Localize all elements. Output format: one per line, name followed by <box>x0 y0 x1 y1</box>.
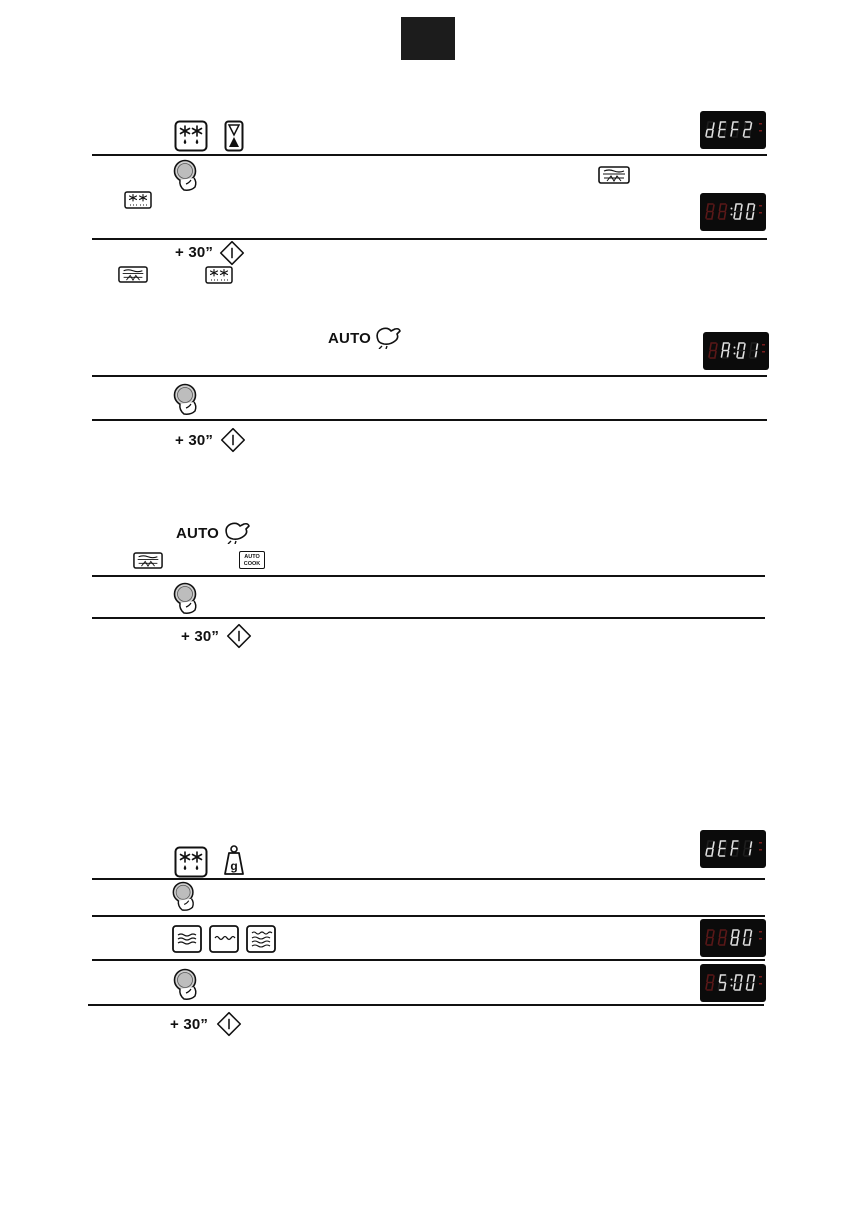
lcd-segment <box>750 939 751 945</box>
lcd-segment <box>707 123 708 129</box>
lcd-segment <box>712 131 713 137</box>
lcd-segment <box>720 205 721 211</box>
lcd-digits <box>703 332 769 370</box>
lcd-segment <box>744 344 745 350</box>
chicken-icon <box>222 520 252 544</box>
lcd-segment <box>726 123 727 129</box>
lcd-segment <box>706 131 707 137</box>
autocook-line1: AUTO <box>244 554 260 560</box>
lcd-segment <box>754 205 755 211</box>
lcd-segment <box>709 352 710 358</box>
lcd-segment <box>750 131 751 137</box>
lcd-segment <box>716 344 717 350</box>
lcd-segment <box>713 123 714 129</box>
lcd-segment <box>756 352 757 358</box>
lcd-segment <box>707 842 708 848</box>
plus30-label: + 30” <box>175 244 214 261</box>
lcd-indicator <box>759 938 762 940</box>
lcd-segment <box>731 131 732 137</box>
lcd-digits <box>700 964 766 1002</box>
lcd-segment <box>735 976 736 982</box>
lcd-segment <box>750 352 751 358</box>
start-diamond-icon <box>220 427 246 453</box>
lcd-segment <box>706 213 707 219</box>
divider <box>92 419 767 421</box>
lcd-segment <box>719 984 720 990</box>
lcd-segment <box>751 123 752 129</box>
lcd-segment <box>751 931 752 937</box>
lcd-digits <box>700 193 766 231</box>
lcd-colon-dot <box>731 208 733 210</box>
lcd-segment <box>725 850 726 856</box>
lcd-segment <box>720 123 721 129</box>
lcd-segment <box>719 939 720 945</box>
display-power-level <box>700 919 766 957</box>
lcd-indicator <box>759 212 762 214</box>
combi-icon <box>124 191 152 209</box>
lcd-segment <box>753 213 754 219</box>
lcd-segment <box>719 850 720 856</box>
knob-hand-icon <box>171 880 199 912</box>
auto-label: AUTO <box>176 525 220 542</box>
display-defrost-mode <box>700 111 766 149</box>
lcd-segment <box>757 344 758 350</box>
grill-wave-icon <box>209 925 239 953</box>
lcd-segment <box>737 352 738 358</box>
weight-g-icon <box>222 844 246 876</box>
display-defrost-weight <box>700 830 766 868</box>
lcd-segment <box>720 976 721 982</box>
lcd-segment <box>738 123 739 129</box>
lcd-indicator <box>762 344 765 346</box>
hourglass-icon <box>224 120 244 152</box>
divider <box>92 915 765 917</box>
plus30-label: + 30” <box>175 432 214 449</box>
divider <box>92 959 765 961</box>
lcd-segment <box>726 976 727 982</box>
lcd-segment <box>747 984 748 990</box>
lcd-segment <box>706 850 707 856</box>
lcd-segment <box>745 842 746 848</box>
lcd-indicator <box>759 205 762 207</box>
lcd-segment <box>722 352 723 358</box>
lcd-segment <box>712 850 713 856</box>
lcd-segment <box>710 344 711 350</box>
grill-icon <box>598 166 630 184</box>
auto-label: AUTO <box>328 330 372 347</box>
lcd-digits <box>700 111 766 149</box>
lcd-segment <box>706 939 707 945</box>
lcd-segment <box>734 984 735 990</box>
lcd-segment <box>713 976 714 982</box>
divider <box>92 238 767 240</box>
lcd-segment <box>735 205 736 211</box>
lcd-segment <box>719 131 720 137</box>
lcd-segment <box>707 976 708 982</box>
lcd-segment <box>743 352 744 358</box>
lcd-segment <box>737 131 738 137</box>
lcd-indicator <box>759 842 762 844</box>
lcd-segment <box>748 976 749 982</box>
lcd-segment <box>725 939 726 945</box>
lcd-segment <box>707 205 708 211</box>
lcd-indicator <box>759 976 762 978</box>
lcd-segment <box>713 931 714 937</box>
lcd-segment <box>712 213 713 219</box>
divider <box>92 375 767 377</box>
lcd-segment <box>732 123 733 129</box>
lcd-segment <box>720 842 721 848</box>
lcd-segment <box>734 213 735 219</box>
lcd-segment <box>738 344 739 350</box>
lcd-indicator <box>759 983 762 985</box>
lcd-colon-dot <box>731 985 733 987</box>
lcd-segment <box>744 939 745 945</box>
lcd-digits <box>700 919 766 957</box>
lcd-segment <box>725 984 726 990</box>
page-tab-marker <box>401 17 455 60</box>
lcd-segment <box>741 976 742 982</box>
lcd-segment <box>732 842 733 848</box>
plus30-label: + 30” <box>181 628 220 645</box>
lcd-segment <box>726 931 727 937</box>
lcd-colon-dot <box>734 347 736 349</box>
lcd-indicator <box>759 931 762 933</box>
lcd-indicator <box>759 130 762 132</box>
grill-icon <box>118 266 148 283</box>
lcd-segment <box>748 205 749 211</box>
lcd-segment <box>738 931 739 937</box>
lcd-segment <box>747 213 748 219</box>
start-diamond-icon <box>219 240 245 266</box>
lcd-segment <box>738 842 739 848</box>
knob-hand-icon <box>172 967 202 1001</box>
lcd-indicator <box>759 849 762 851</box>
lcd-segment <box>745 123 746 129</box>
lcd-segment <box>728 352 729 358</box>
divider <box>92 154 767 156</box>
snowflake-drops-icon <box>174 846 208 878</box>
lcd-segment <box>729 344 730 350</box>
lcd-segment <box>725 213 726 219</box>
lcd-segment <box>720 931 721 937</box>
divider <box>88 1004 764 1006</box>
lcd-digits <box>700 830 766 868</box>
lcd-segment <box>744 850 745 856</box>
autocook-line2: COOK <box>243 561 261 567</box>
lcd-colon-dot <box>734 353 736 355</box>
lcd-segment <box>713 842 714 848</box>
lcd-segment <box>740 213 741 219</box>
lcd-indicator <box>762 351 765 353</box>
lcd-segment <box>745 931 746 937</box>
lcd-segment <box>726 205 727 211</box>
lcd-segment <box>723 344 724 350</box>
lcd-segment <box>726 842 727 848</box>
divider <box>92 617 765 619</box>
lcd-segment <box>712 984 713 990</box>
grill-icon <box>133 552 163 569</box>
microwave-waves-icon <box>172 925 202 953</box>
start-diamond-icon <box>216 1011 242 1037</box>
lcd-colon-dot <box>731 214 733 216</box>
lcd-segment <box>725 131 726 137</box>
lcd-segment <box>740 984 741 990</box>
start-diamond-icon <box>226 623 252 649</box>
knob-hand-icon <box>172 158 202 192</box>
lcd-segment <box>706 984 707 990</box>
combi-icon <box>205 266 233 284</box>
lcd-segment <box>754 976 755 982</box>
chicken-icon <box>373 325 403 349</box>
divider <box>92 575 765 577</box>
lcd-segment <box>741 205 742 211</box>
combi-icon <box>246 925 276 953</box>
lcd-segment <box>737 850 738 856</box>
lcd-segment <box>750 850 751 856</box>
lcd-indicator <box>759 123 762 125</box>
lcd-segment <box>712 939 713 945</box>
display-defrost-time <box>700 193 766 231</box>
display-cook-time <box>700 964 766 1002</box>
lcd-segment <box>753 984 754 990</box>
lcd-segment <box>732 931 733 937</box>
lcd-colon-dot <box>731 979 733 981</box>
lcd-segment <box>713 205 714 211</box>
lcd-segment <box>737 939 738 945</box>
lcd-segment <box>751 344 752 350</box>
lcd-segment <box>751 842 752 848</box>
autocook-icon <box>239 551 265 569</box>
lcd-segment <box>707 931 708 937</box>
lcd-segment <box>715 352 716 358</box>
snowflake-drops-icon <box>174 120 208 152</box>
lcd-segment <box>731 939 732 945</box>
lcd-segment <box>744 131 745 137</box>
knob-hand-icon <box>172 382 202 416</box>
plus30-label: + 30” <box>170 1016 209 1033</box>
knob-hand-icon <box>172 581 202 615</box>
lcd-segment <box>719 213 720 219</box>
lcd-segment <box>731 850 732 856</box>
display-auto-program <box>703 332 769 370</box>
